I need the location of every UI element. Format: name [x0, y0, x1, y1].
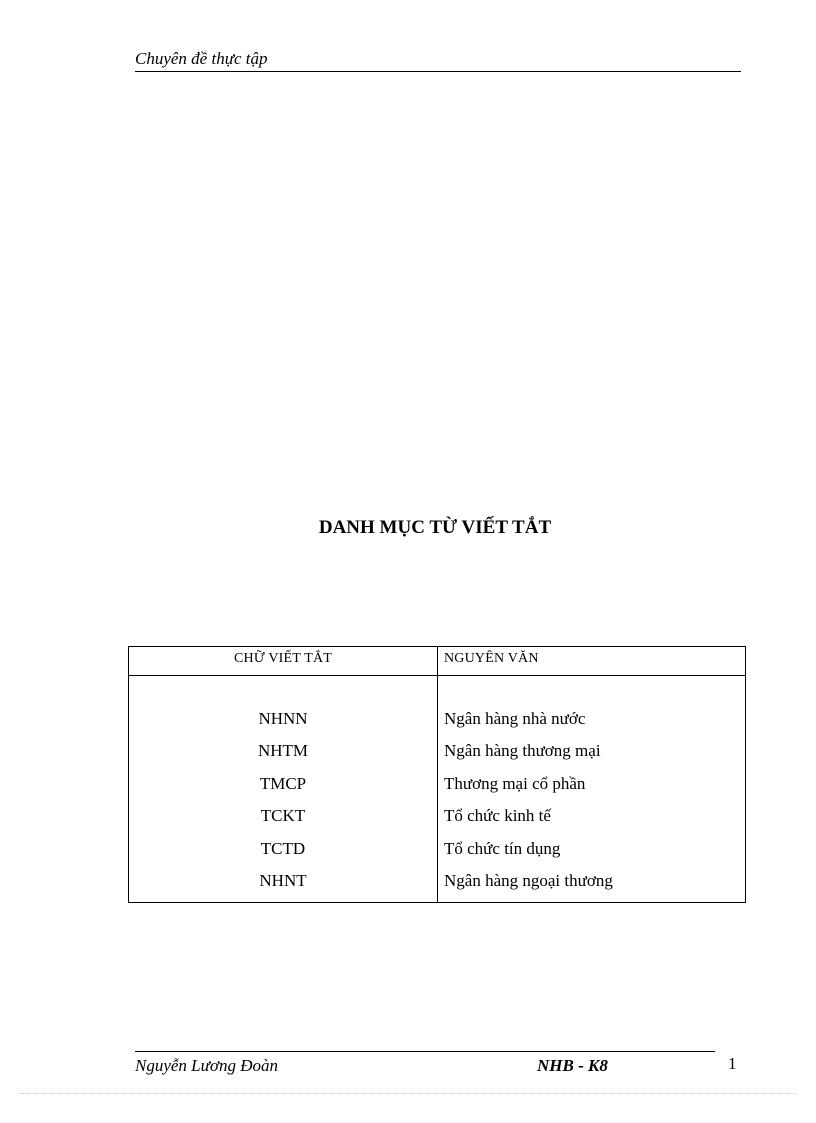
table-row	[129, 772, 745, 804]
header-divider	[129, 675, 745, 676]
abbreviation-cell: TCTD	[260, 838, 306, 858]
table-row	[129, 837, 745, 869]
full-text-cell: Thương mại cổ phần	[444, 773, 586, 793]
abbreviation-cell: TCKT	[260, 806, 306, 826]
table-body	[129, 707, 745, 901]
abbreviation-cell: NHTM	[257, 741, 309, 761]
page-edge	[20, 1093, 796, 1094]
table-row	[129, 707, 745, 739]
full-text-cell: Ngân hàng thương mại	[444, 741, 601, 761]
page-header	[135, 49, 741, 72]
header-text: Chuyên đề thực tập	[135, 49, 268, 68]
page-number: 1	[728, 1054, 737, 1073]
column-header-abbreviation: CHỮ VIẾT TẮT	[233, 651, 333, 666]
table-row	[129, 739, 745, 771]
abbreviation-cell: NHNN	[258, 709, 308, 728]
table-row	[129, 869, 745, 901]
abbreviation-cell: TMCP	[259, 773, 307, 793]
abbreviation-table	[128, 646, 746, 903]
page-title: DANH MỤC TỪ VIẾT TẮT	[318, 517, 552, 538]
full-text-cell: Ngân hàng ngoại thương	[444, 870, 613, 890]
footer-rule	[135, 1051, 715, 1052]
footer-class: NHB - K8	[537, 1056, 608, 1075]
table-row	[129, 804, 745, 836]
full-text-cell: Ngân hàng nhà nước	[444, 709, 586, 728]
column-header-full-text: NGUYÊN VĂN	[444, 651, 539, 666]
abbreviation-cell: NHNT	[259, 870, 307, 890]
full-text-cell: Tổ chức tín dụng	[444, 838, 561, 858]
footer-author: Nguyễn Lương Đoàn	[135, 1056, 279, 1075]
full-text-cell: Tổ chức kinh tế	[444, 806, 551, 826]
page-footer	[135, 1051, 735, 1075]
